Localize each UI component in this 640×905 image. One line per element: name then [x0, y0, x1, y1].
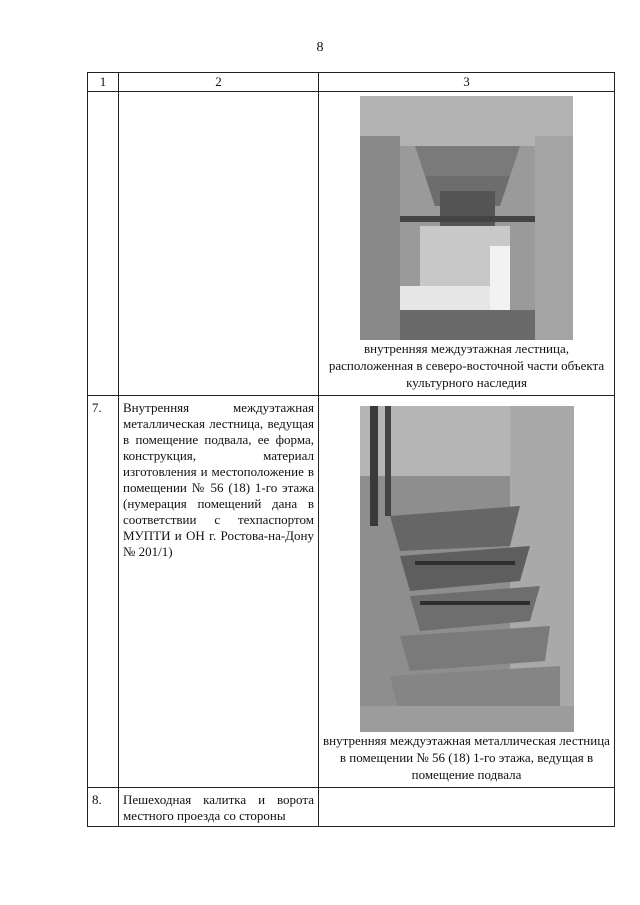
row-description	[119, 92, 319, 396]
photo-cell	[319, 396, 615, 788]
photo-cell	[319, 788, 615, 827]
stairwell-photo	[360, 96, 573, 340]
row-number	[88, 92, 119, 396]
column-header-3: 3	[319, 73, 615, 92]
row-description: Внутренняя междуэтажная металлическая лестница, ведущая в помещение подвала, ее форма, конструкция, материал изготовления и местоположение в помещении № 56 (18) 1-го этажа (нумерация помещений дана в соответствии с техпаспортом МУПТИ и ОН г. Ростова-на-Дону № 201/1)	[119, 396, 319, 788]
column-header-1: 1	[88, 73, 119, 92]
photo-caption: внутренняя междуэтажная лестница, расположенная в северо-восточной части объекта культурного наследия	[328, 341, 605, 390]
column-header-2: 2	[119, 73, 319, 92]
row-description: Пешеходная калитка и ворота местного проезда со стороны	[119, 788, 319, 827]
page-number: 8	[316, 40, 324, 55]
row-number: 8.	[88, 788, 119, 827]
objects-table	[87, 72, 615, 827]
table-row	[88, 396, 615, 788]
metal-staircase-photo	[360, 406, 574, 732]
photo-cell	[319, 92, 615, 396]
row-number: 7.	[88, 396, 119, 788]
table-header-row	[88, 73, 615, 92]
table-row	[88, 788, 615, 827]
photo-caption: внутренняя междуэтажная металлическая лестница в помещении № 56 (18) 1-го этажа, ведущая в помещение подвала	[323, 733, 610, 782]
table-row	[88, 92, 615, 396]
